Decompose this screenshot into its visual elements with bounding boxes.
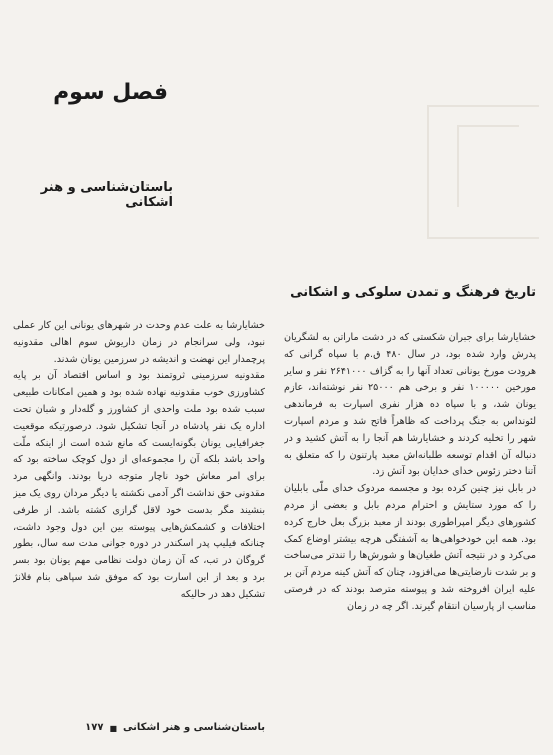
paragraph: در بابل نیز چنین کرده بود و مجسمه مردوک خدای ملّی بابلیان را که مورد ستایش و احترام مردم بابل و بعضی از مردم کشورهای دیگر امپراطوری بودند از معبد بزرگ بعل خارج کرده بود. همه این خودخواهی‌ها به آشفتگی هرچه بیشتر اوضاع کمک می‌کرد و در نتیجه آتش طغیان‌ها و شورش‌ها را تندتر می‌ساخت و بر شدت نارضایتی‌ها می‌افزود، چنان که آتش کینه مردم آتن بر علیه ایران افروخته شد و پیوسته مترصد بودند که در فرصتی مناسب از پارسیان انتقام گیرند. اگر چه در زمان bbox=[284, 483, 536, 612]
decorative-frame bbox=[427, 105, 539, 239]
chapter-subtitle: باستان‌شناسی و هنر اشکانی bbox=[40, 180, 173, 210]
section-heading: تاریخ فرهنگ و تمدن سلوکی و اشکانی bbox=[290, 285, 536, 300]
page-footer bbox=[13, 722, 265, 736]
paragraph: خشایارشا برای جبران شکستی که در دشت ماراتن به لشگریان پدرش وارد شده بود، در سال ۴۸۰ ق.م با سپاه گرانی که هرودت مورخ یونانی تعداد آنها را به گزاف ۲۶۴۱۰۰۰ نفر و سایر مورخین ۱۰۰۰۰۰ نفر و برخی هم ۲۵۰۰۰ نفر نوشته‌اند، عازم یونان شد، و با سپاه ده هزار نفری اسپارت به فرماندهی لئونداس به جنگ پرداخت که ظاهراً فاتح شد و مردم اسپارت شهر را تخلیه کردند و خشایارشا هم آنجا را به آتش کشید و در دنباله آن اقدام توسعه طلبانه‌اش معبد پارتنون را که متعلق به آتنا دختر زئوس خدای خدایان بود آتش زد. bbox=[284, 332, 536, 478]
page-number: ۱۷۷ bbox=[85, 722, 104, 733]
paragraph: خشایارشا به علت عدم وحدت در شهرهای یونانی این کار عملی نبود، ولی سرانجام در زمان داریوش سوم اهالی مقدونیه پرچمدار این نهضت و اندیشه در سرزمین یونان شدند. bbox=[13, 320, 265, 365]
footer-separator: ■ bbox=[109, 724, 118, 733]
text-column-right bbox=[284, 330, 536, 700]
text-column-left bbox=[13, 318, 265, 708]
running-title: باستان‌شناسی و هنر اشکانی bbox=[123, 722, 265, 733]
chapter-title: فصل سوم bbox=[53, 80, 168, 105]
paragraph: مقدونیه سرزمینی ثروتمند بود و اساس اقتصاد آن بر پایه کشاورزی خوب مقدونیه نهاده شده بود و همین امکانات طبیعی سبب شده بود ملت واحدی از کشاورز و گله‌دار و شبان تحت اداره یک نفر پادشاه در آنجا تشکیل شود. درصورتیکه موقعیت جغرافیایی یونان بگونه‌ایست که مانع شده است از اینکه ملّت واحد باشد بلکه آن را مجموعه‌ای از دول کوچک ساخته بود که برای امر معاش خود ناچار متوجه دریا بودند. وانگهی مرد مقدونی حق نداشت اگر آدمی نکشته یا دیگر مردان روی یک میز بنشیند مگر بدست خود لاقل گرازی کشته باشد. از طرفی اختلافات و کشمکش‌هایی پیوسته بین این دول وجود داشت، چنانکه فیلیپ پدر اسکندر در دوره جوانی مدت سه سال، بطور گروگان در تب، که آن زمان دولت نظامی مهم یونان بود بسر برد و بعد از این اسارت بود که موفق شد سپاهی بنام فلانژ تشکیل دهد در حالیکه bbox=[13, 370, 265, 600]
